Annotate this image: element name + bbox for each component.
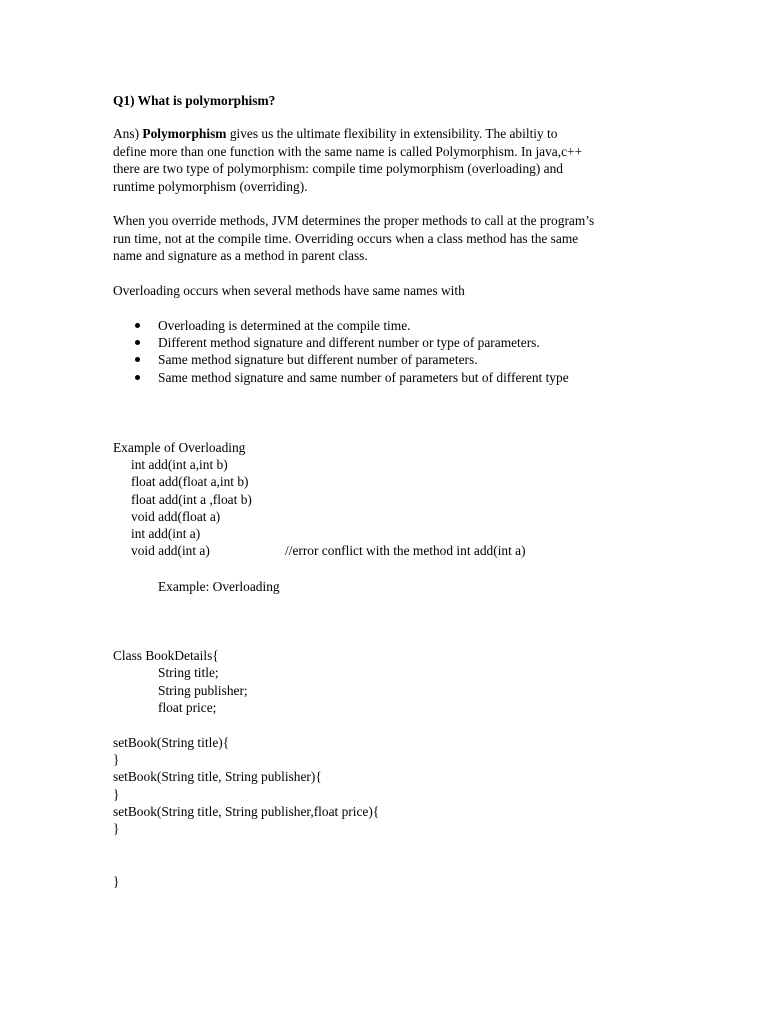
- example-code-line: float add(float a,int b): [131, 474, 249, 489]
- bullet-text: Different method signature and different number or type of parameters.: [158, 335, 540, 350]
- answer-prefix: Ans): [113, 126, 143, 141]
- code-class-line: Class BookDetails{: [113, 648, 219, 663]
- code-method-line: }: [113, 787, 120, 802]
- code-method-line: }: [113, 821, 120, 836]
- example-code-line: void add(int a): [131, 543, 210, 558]
- bullet-dot: [135, 357, 140, 362]
- code-field: String publisher;: [158, 683, 248, 698]
- overriding-line-2: run time, not at the compile time. Overriding occurs when a class method has the same: [113, 231, 579, 246]
- code-method-line: setBook(String title, String publisher){: [113, 769, 322, 784]
- code-closing-brace: }: [113, 874, 120, 889]
- answer-line-1-rest: gives us the ultimate flexibility in extensibility. The abiltiy to: [226, 126, 558, 141]
- overloading-intro: Overloading occurs when several methods have same names with: [113, 283, 465, 298]
- answer-term: Polymorphism: [142, 126, 227, 141]
- code-method-line: setBook(String title){: [113, 735, 230, 750]
- example-code-line: float add(int a ,float b): [131, 492, 252, 507]
- answer-line-1: [113, 125, 557, 142]
- overriding-line-3: name and signature as a method in parent class.: [113, 248, 368, 263]
- example-heading: Example of Overloading: [113, 440, 246, 455]
- bullet-text: Same method signature but different number of parameters.: [158, 352, 478, 367]
- bullet-text: Overloading is determined at the compile time.: [158, 318, 411, 333]
- example-code-line: int add(int a,int b): [131, 457, 228, 472]
- overriding-line-1: When you override methods, JVM determines the proper methods to call at the program’s: [113, 213, 595, 228]
- bullet-text: Same method signature and same number of parameters but of different type: [158, 370, 569, 385]
- answer-line-3: there are two type of polymorphism: compile time polymorphism (overloading) and: [113, 161, 563, 176]
- answer-line-4: runtime polymorphism (overriding).: [113, 179, 308, 194]
- example-code-comment: //error conflict with the method int add(int a): [285, 543, 526, 558]
- answer-line-2: define more than one function with the same name is called Polymorphism. In java,c++: [113, 144, 583, 159]
- example-code-line: int add(int a): [131, 526, 201, 541]
- bullet-dot: [135, 340, 140, 345]
- code-field: String title;: [158, 665, 219, 680]
- question-heading: Q1) What is polymorphism?: [113, 93, 276, 108]
- bullet-dot: [135, 323, 140, 328]
- example-code-line: void add(float a): [131, 509, 221, 524]
- example-subheading: Example: Overloading: [158, 579, 280, 594]
- code-method-line: setBook(String title, String publisher,float price){: [113, 804, 380, 819]
- code-method-line: }: [113, 752, 120, 767]
- code-field: float price;: [158, 700, 217, 715]
- bullet-dot: [135, 375, 140, 380]
